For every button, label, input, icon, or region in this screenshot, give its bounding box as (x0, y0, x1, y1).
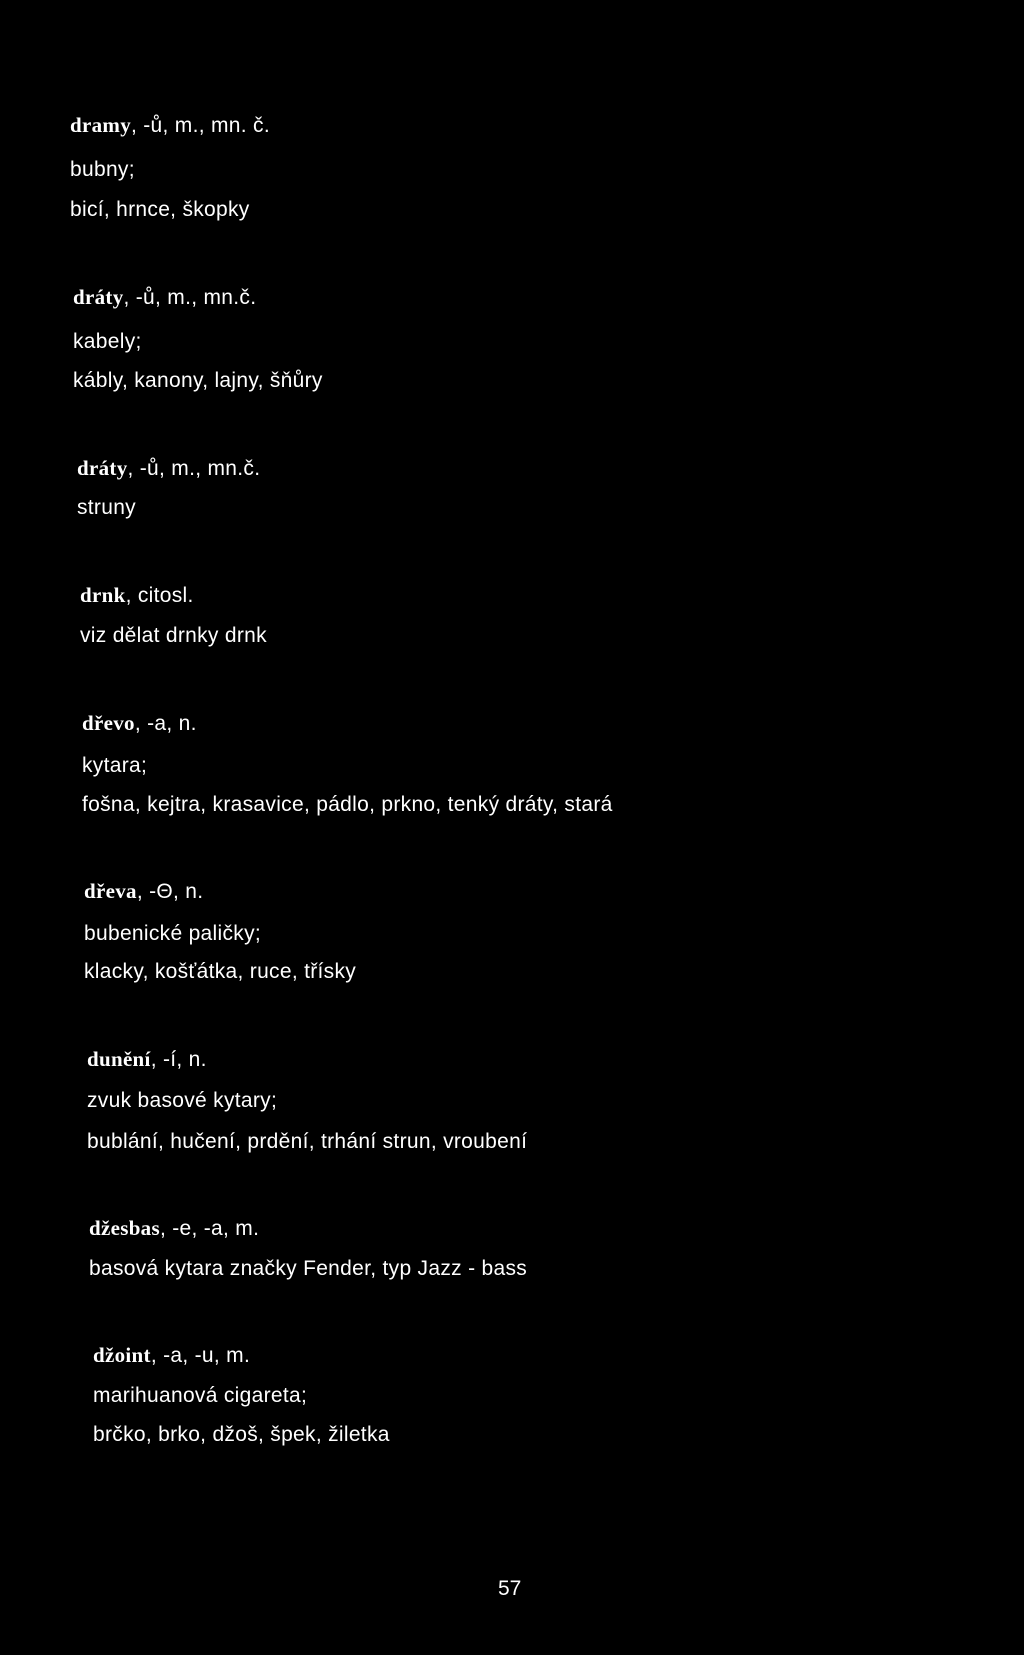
entry-definition: kabely; (73, 330, 142, 353)
entry-definition: struny (77, 496, 136, 519)
headword: dráty (77, 456, 128, 480)
entry-synonyms: brčko, brko, džoš, špek, žiletka (93, 1423, 390, 1446)
entry-definition: bubny; (70, 158, 135, 181)
headword: džoint (93, 1343, 151, 1367)
headword: drnk (80, 583, 126, 607)
entry-heading (87, 1047, 207, 1072)
entry-synonyms: klacky, košťátka, ruce, třísky (84, 960, 357, 983)
headword: džesbas (89, 1216, 160, 1240)
entry-heading (73, 285, 256, 310)
entry-definition: viz dělat drnky drnk (80, 624, 267, 647)
entry-definition: basová kytara značky Fender, typ Jazz - bass (89, 1257, 528, 1280)
headword: dramy (70, 113, 131, 137)
entry-heading (82, 711, 197, 736)
grammar-info: , -í, n. (150, 1048, 207, 1071)
headword: dřeva (84, 879, 137, 903)
headword: dřevo (82, 711, 135, 735)
grammar-info: , -ů, m., mn. č. (131, 114, 270, 137)
grammar-info: , citosl. (125, 584, 194, 607)
entry-synonyms: bublání, hučení, prdění, trhání strun, vroubení (87, 1130, 528, 1153)
grammar-info: , -ů, m., mn.č. (127, 457, 261, 480)
entry-definition: marihuanová cigareta; (93, 1384, 308, 1407)
headword: dráty (73, 285, 124, 309)
entry-synonyms: fošna, kejtra, krasavice, pádlo, prkno, tenký dráty, stará (82, 793, 613, 816)
grammar-info: , -a, n. (134, 712, 197, 735)
entry-heading (70, 113, 270, 138)
entry-heading (93, 1343, 250, 1368)
grammar-info: , -ů, m., mn.č. (123, 286, 257, 309)
grammar-info: , -e, -a, m. (159, 1217, 260, 1240)
headword: dunění (87, 1047, 151, 1071)
entry-synonyms: kábly, kanony, lajny, šňůry (73, 369, 323, 392)
entry-definition: kytara; (82, 754, 148, 777)
entry-heading (77, 456, 260, 481)
entry-heading (84, 879, 203, 904)
entry-synonyms: bicí, hrnce, škopky (70, 198, 250, 221)
entry-definition: bubenické paličky; (84, 922, 261, 945)
grammar-info: , -a, -u, m. (150, 1344, 251, 1367)
entry-heading (89, 1216, 259, 1241)
entry-heading (80, 583, 194, 608)
page-number: 57 (498, 1577, 522, 1600)
entry-definition: zvuk basové kytary; (87, 1089, 278, 1112)
grammar-info: , -Θ, n. (136, 880, 204, 903)
